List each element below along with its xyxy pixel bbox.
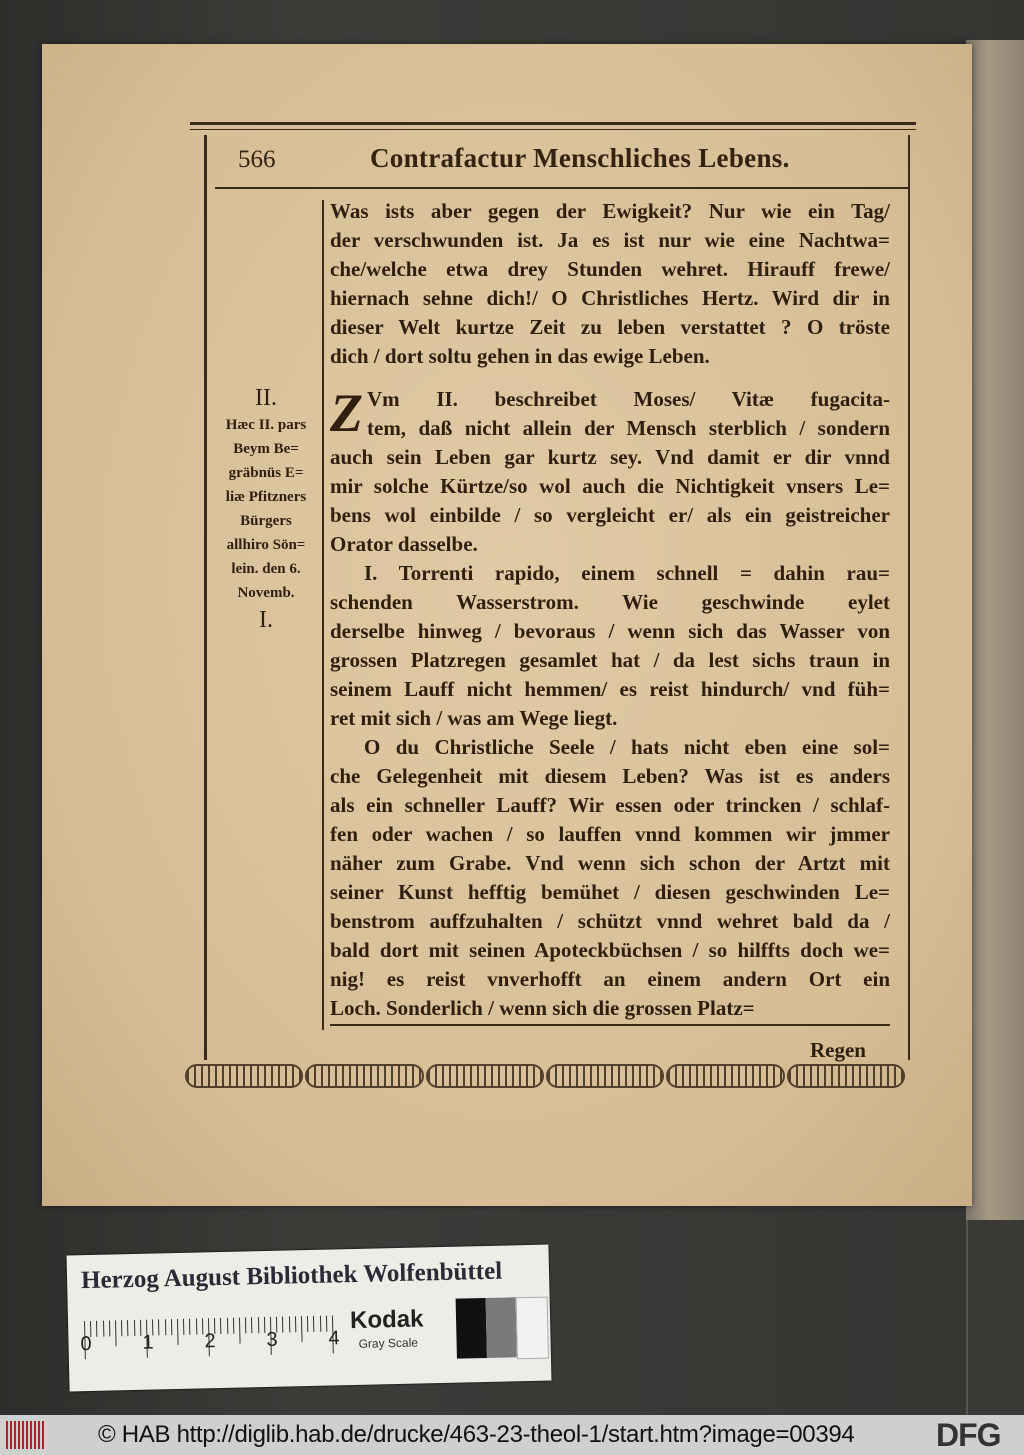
ornament-piece: [787, 1064, 905, 1088]
ruler-tick: [196, 1319, 197, 1335]
text-line: der verschwunden ist. Ja es ist nur wie eine Nachtwa=: [330, 228, 890, 252]
overleaf-dark-edge: [966, 1220, 1024, 1415]
ruler-tick: [282, 1317, 283, 1333]
ruler-number: 3: [266, 1328, 278, 1351]
text-line: bens wol einbilde / so vergleicht er/ als ein geistreicher: [330, 503, 890, 527]
ruler-tick: [313, 1316, 314, 1332]
kodak-brand: Kodak: [349, 1305, 424, 1335]
ruler-tick: [96, 1321, 97, 1337]
ruler-tick: [301, 1316, 303, 1342]
ruler-number: 4: [328, 1327, 340, 1350]
text-line: Orator dasselbe.: [330, 532, 478, 556]
ruler-tick: [289, 1316, 290, 1332]
margin-section-number: II.: [255, 385, 277, 411]
margin-note-line: lein. den 6.: [231, 561, 301, 577]
catchword: Regen: [810, 1038, 866, 1062]
ruler-tick: [158, 1319, 159, 1335]
scan-calibration-label: [67, 1245, 552, 1392]
text-line: seiner Kunst hefftig bemühet / diesen geschwinden Le=: [330, 880, 890, 904]
ruler-tick: [295, 1316, 296, 1332]
text-line: derselbe hinweg / bevoraus / wenn sich das Wasser von: [330, 619, 890, 643]
text-line: dich / dort soltu gehen in das ewige Leben.: [330, 344, 710, 368]
text-line: Loch. Sonderlich / wenn sich die grossen Platz=: [330, 996, 755, 1020]
text-line: ret mit sich / was am Wege liegt.: [330, 706, 618, 730]
text-line: hiernach sehne dich!/ O Christliches Hertz. Wird dir in: [330, 286, 890, 310]
ruler-tick: [103, 1321, 104, 1337]
margin-note: [210, 383, 322, 635]
margin-note-line: Beym Be=: [233, 441, 299, 457]
ruler-tick: [320, 1316, 321, 1332]
margin-note-line: liæ Pfitzners: [225, 489, 307, 505]
ornament-piece: [546, 1064, 664, 1088]
ruler-tick: [115, 1320, 117, 1346]
right-frame-line: [908, 135, 910, 1060]
gray-swatch-black: [456, 1298, 487, 1359]
ruler-tick: [251, 1317, 252, 1333]
text-line: nig! es reist vnverhofft an einem andern Ort ein: [330, 967, 890, 991]
text-line: che/welche etwa drey Stunden wehret. Hirauff frewe/: [330, 257, 890, 281]
ruler-tick: [326, 1316, 327, 1332]
left-frame-line: [204, 135, 207, 1060]
running-title: Contrafactur Menschliches Lebens.: [370, 143, 790, 173]
text-line: fen oder wachen / so lauffen vnnd kommen wir jmmer: [330, 822, 890, 846]
header-rule: [215, 187, 910, 189]
ornament-band: [185, 1064, 905, 1088]
margin-note-line: Novemb.: [237, 585, 295, 601]
text-line: Vm II. beschreibet Moses/ Vitæ fugacita-: [367, 387, 890, 411]
text-line: dieser Welt kurtze Zeit zu leben verstattet ? O tröste: [330, 315, 890, 339]
ruler-tick: [245, 1317, 246, 1333]
text-line: O du Christliche Seele / hats nicht eben eine sol=: [364, 735, 890, 759]
footer-rule: [330, 1024, 890, 1026]
overleaf-page-edge: [966, 40, 1024, 1220]
ruler-number: 2: [204, 1330, 216, 1353]
column-divider-line: [322, 200, 324, 1030]
margin-sub-number: I.: [259, 607, 273, 633]
ruler-tick: [233, 1318, 234, 1334]
margin-note-line: Bürgers: [240, 513, 292, 529]
ruler-tick: [171, 1319, 172, 1335]
ornament-piece: [426, 1064, 544, 1088]
drop-cap: Z: [330, 383, 363, 443]
text-line: grossen Platzregen gesamlet hat / da lest sichs traun in: [330, 648, 890, 672]
text-line: seinem Lauff nicht hemmen/ es reist hindurch/ vnd füh=: [330, 677, 890, 701]
text-line: mir solche Kürtze/so wol auch die Nichtigkeit vnsers Le=: [330, 474, 890, 498]
ornament-piece: [666, 1064, 784, 1088]
ruler-tick: [121, 1320, 122, 1336]
body-text: [330, 197, 890, 1023]
ruler-tick: [127, 1320, 128, 1336]
text-line: als ein schneller Lauff? Wir essen oder trincken / schlaf-: [330, 793, 890, 817]
ruler-tick: [177, 1319, 179, 1345]
text-line: tem, daß nicht allein der Mensch sterblich / sondern: [367, 416, 890, 440]
page-number: 566: [238, 146, 276, 173]
ruler-tick: [307, 1316, 308, 1332]
ruler-tick: [227, 1318, 228, 1334]
ruler-tick: [189, 1319, 190, 1335]
hab-logo-icon: [6, 1421, 44, 1449]
ruler-number: 0: [80, 1332, 92, 1356]
copyright-url: © HAB http://diglib.hab.de/drucke/463-23-theol-1/start.htm?image=00394: [98, 1421, 855, 1448]
ruler-number: 1: [142, 1331, 154, 1354]
text-line: schenden Wasserstrom. Wie geschwinde eylet: [330, 590, 890, 614]
text-line: benstrom auffzuhalten / schützt vnnd wehret bald da /: [330, 909, 890, 933]
text-line: auch sein Leben gar kurtz sey. Vnd damit er dir vnnd: [330, 445, 890, 469]
text-line: bald dort mit seinen Apoteckbüchsen / so hilffts doch we=: [330, 938, 890, 962]
library-name: Herzog August Bibliothek Wolfenbüttel: [80, 1257, 503, 1295]
dfg-logo: DFG: [936, 1417, 1001, 1453]
ornament-piece: [305, 1064, 423, 1088]
ruler-tick: [109, 1321, 110, 1337]
ruler-tick: [183, 1319, 184, 1335]
ruler-tick: [239, 1318, 241, 1344]
ruler-tick: [202, 1318, 203, 1334]
ruler-tick: [165, 1319, 166, 1335]
text-line: che Gelegenheit mit diesem Leben? Was ist es anders: [330, 764, 890, 788]
margin-note-line: allhiro Sön=: [226, 537, 306, 553]
margin-note-line: Hæc II. pars: [225, 417, 307, 433]
paragraph-gap: [330, 371, 890, 385]
footer-bar: [0, 1415, 1024, 1455]
gray-swatch-gray: [486, 1297, 517, 1358]
text-line: näher zum Grabe. Vnd wenn sich schon der Artzt mit: [330, 851, 890, 875]
text-line: Was ists aber gegen der Ewigkeit? Nur wie ein Tag/: [330, 199, 890, 223]
ruler-tick: [220, 1318, 221, 1334]
gray-swatch-white: [516, 1297, 549, 1360]
ornament-piece: [185, 1064, 303, 1088]
ruler-tick: [258, 1317, 259, 1333]
ruler-tick: [140, 1320, 141, 1336]
ruler-tick: [264, 1317, 265, 1333]
gray-scale-label: Gray Scale: [358, 1335, 419, 1351]
text-line: I. Torrenti rapido, einem schnell = dahin rau=: [364, 561, 890, 585]
margin-note-line: gräbnüs E=: [228, 465, 304, 481]
ruler-tick: [134, 1320, 135, 1336]
top-border-rule: [190, 122, 916, 130]
